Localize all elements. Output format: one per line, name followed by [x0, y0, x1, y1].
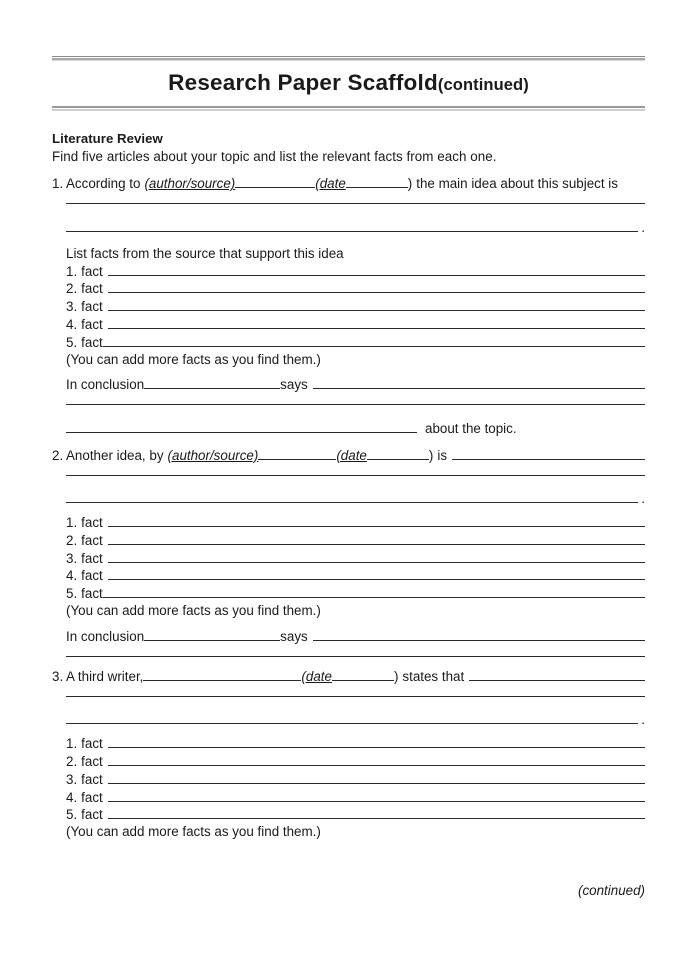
- source-1-author-input[interactable]: [235, 175, 315, 188]
- source-1-fact-1-label: fact: [81, 263, 103, 279]
- source-3-idea-line-2[interactable]: [66, 711, 638, 724]
- source-1-add-more-note: (You can add more facts as you find them.): [66, 351, 321, 367]
- footer-continued-note: (continued): [578, 883, 645, 898]
- source-1-fact-3-input[interactable]: [108, 298, 645, 311]
- source-3-fact-1-number: 1.: [66, 736, 78, 752]
- source-3-date-paren: ): [393, 669, 399, 684]
- source-entry-3: [52, 668, 645, 840]
- source-3-fact-1-label: fact: [81, 736, 103, 752]
- source-2-fact-4-number: 4.: [66, 568, 78, 584]
- source-3-fact-3-label: fact: [81, 771, 103, 787]
- source-3-date-label: (date: [301, 669, 332, 684]
- source-2-fact-4-label: fact: [81, 568, 103, 584]
- source-2-fact-row-4: [52, 567, 645, 583]
- source-entry-1: [52, 175, 645, 436]
- source-3-fact-2-input[interactable]: [108, 753, 645, 766]
- source-1-fact-2-number: 2.: [66, 281, 78, 297]
- source-3-add-more-note: (You can add more facts as you find them.): [66, 824, 321, 840]
- source-3-lead-text: A third writer,: [66, 669, 144, 684]
- source-3-fact-5-label: fact: [81, 807, 103, 823]
- page-title-continued: (continued): [437, 76, 529, 94]
- source-2-conclusion-label: In conclusion: [66, 628, 145, 644]
- header-bottom-rule: [52, 106, 645, 111]
- source-2-conclusion-line-1: [52, 627, 645, 643]
- source-2-fact-3-input[interactable]: [108, 549, 645, 562]
- source-3-fact-row-5: [52, 806, 645, 822]
- source-1-number: 1.: [52, 176, 64, 192]
- source-3-fact-3-number: 3.: [66, 771, 78, 787]
- source-1-fact-4-input[interactable]: [108, 316, 645, 329]
- source-3-fact-2-label: fact: [81, 754, 103, 770]
- source-3-fact-5-number: 5.: [66, 807, 78, 823]
- source-1-tail-text: the main idea about this subject is: [416, 176, 618, 192]
- source-1-conclusion-line-1: [52, 376, 645, 392]
- source-2-author-label: (author/source): [167, 447, 259, 463]
- source-entry-2: [52, 447, 645, 657]
- literature-review-heading: Literature Review: [52, 131, 163, 146]
- source-2-fact-1-label: fact: [81, 515, 103, 531]
- source-2-fact-3-number: 3.: [66, 550, 78, 566]
- source-2-fact-5-number: 5.: [66, 586, 78, 602]
- source-1-idea-line-2-row: [52, 218, 645, 234]
- source-1-fact-2-label: fact: [81, 281, 103, 297]
- source-2-conclusion-input[interactable]: [313, 627, 645, 640]
- source-2-author-input[interactable]: [258, 447, 336, 460]
- page-title: [52, 61, 645, 106]
- source-2-idea-period: .: [641, 491, 645, 507]
- source-1-conclusion-label: In conclusion: [66, 377, 145, 393]
- source-1-idea-line-2[interactable]: [66, 218, 638, 231]
- source-1-date-input[interactable]: [346, 175, 408, 188]
- source-2-date-input[interactable]: [367, 447, 429, 460]
- source-1-fact-3-label: fact: [81, 299, 103, 315]
- source-1-conclusion: [52, 376, 645, 436]
- source-2-fact-2-number: 2.: [66, 532, 78, 548]
- source-3-prompt-line: [52, 668, 645, 684]
- source-2-prompt-line: [52, 447, 645, 463]
- source-1-conclusion-line-3-row: [52, 419, 645, 435]
- source-1-fact-5-number: 5.: [66, 334, 78, 350]
- source-1-fact-1-number: 1.: [66, 263, 78, 279]
- source-1-fact-4-label: fact: [81, 316, 103, 332]
- source-3-idea-line-2-row: [52, 711, 645, 727]
- source-3-date-input[interactable]: [332, 668, 394, 681]
- source-2-idea-line-2[interactable]: [66, 490, 638, 503]
- source-1-fact-row-4: [52, 316, 645, 332]
- source-1-fact-5-label: fact: [81, 334, 103, 350]
- source-3-number: 3.: [52, 669, 64, 684]
- source-2-tail-text: is: [437, 447, 448, 463]
- source-3-fact-row-3: [52, 771, 645, 787]
- source-3-fact-4-label: fact: [81, 789, 103, 805]
- source-1-fact-row-2: [52, 280, 645, 296]
- source-2-conclusion-source-input[interactable]: [144, 627, 280, 640]
- source-1-lead-text: According to: [66, 176, 141, 192]
- source-1-conclusion-source-input[interactable]: [144, 376, 280, 389]
- source-1-date-paren: ): [407, 176, 413, 192]
- literature-review-instructions: Find five articles about your topic and list the relevant facts from each one.: [52, 149, 497, 164]
- source-1-fact-1-input[interactable]: [108, 262, 645, 275]
- source-2-fact-row-2: [52, 532, 645, 548]
- source-3-fact-4-number: 4.: [66, 789, 78, 805]
- source-3-author-input[interactable]: [143, 668, 301, 681]
- page-title-main: Research Paper Scaffold: [168, 70, 438, 95]
- source-2-fact-1-input[interactable]: [108, 514, 645, 527]
- source-1-idea-period: .: [641, 219, 645, 235]
- source-2-conclusion-line-2[interactable]: [66, 656, 645, 657]
- source-2-fact-5-label: fact: [81, 586, 103, 602]
- source-2-date-paren: ): [428, 447, 434, 463]
- source-3-fact-row-2: [52, 753, 645, 769]
- source-3-fact-4-input[interactable]: [108, 788, 645, 801]
- source-1-conclusion-input[interactable]: [313, 376, 645, 389]
- source-2-add-more-note: (You can add more facts as you find them.): [66, 603, 321, 619]
- source-2-fact-3-label: fact: [81, 550, 103, 566]
- source-3-fact-row-4: [52, 788, 645, 804]
- source-1-fact-row-3: [52, 298, 645, 314]
- source-3-tail-text: states that: [402, 669, 465, 684]
- source-1-says-label: says: [280, 377, 308, 393]
- source-2-fact-5-input[interactable]: [103, 585, 645, 598]
- source-1-author-label: (author/source): [144, 176, 236, 192]
- source-3-fact-5-input[interactable]: [108, 806, 645, 819]
- source-1-prompt-line: [52, 175, 645, 191]
- source-1-fact-5-input[interactable]: [103, 333, 645, 346]
- source-2-idea-input[interactable]: [452, 447, 645, 460]
- source-2-fact-row-5: [52, 585, 645, 601]
- source-2-date-label: (date: [336, 447, 367, 463]
- source-1-facts-header: List facts from the source that support this idea: [66, 245, 344, 261]
- source-2-fact-2-input[interactable]: [108, 532, 645, 545]
- source-1-fact-2-input[interactable]: [108, 280, 645, 293]
- source-2-lead-text: Another idea, by: [66, 447, 164, 463]
- source-2-fact-1-number: 1.: [66, 515, 78, 531]
- source-2-fact-2-label: fact: [81, 532, 103, 548]
- source-1-fact-4-number: 4.: [66, 316, 78, 332]
- source-3-idea-period: .: [641, 712, 645, 728]
- source-3-fact-2-number: 2.: [66, 754, 78, 770]
- source-3-fact-1-input[interactable]: [108, 735, 645, 748]
- source-2-fact-row-3: [52, 549, 645, 565]
- source-2-fact-4-input[interactable]: [108, 567, 645, 580]
- source-2-fact-row-1: [52, 514, 645, 530]
- source-3-fact-3-input[interactable]: [108, 771, 645, 784]
- source-1-conclusion-line-3[interactable]: [66, 419, 417, 432]
- source-2-says-label: says: [280, 628, 308, 644]
- source-1-fact-3-number: 3.: [66, 299, 78, 315]
- source-1-fact-row-5: [52, 333, 645, 349]
- source-1-fact-row-1: [52, 262, 645, 278]
- worksheet-page: [0, 56, 695, 956]
- source-2-number: 2.: [52, 447, 64, 463]
- literature-review-intro: [52, 131, 645, 164]
- source-3-idea-input[interactable]: [469, 668, 645, 681]
- source-1-about-topic-label: about the topic.: [425, 420, 517, 436]
- source-2-idea-line-2-row: [52, 490, 645, 506]
- source-3-fact-row-1: [52, 735, 645, 751]
- source-2-conclusion: [52, 627, 645, 656]
- source-1-date-label: (date: [315, 176, 346, 192]
